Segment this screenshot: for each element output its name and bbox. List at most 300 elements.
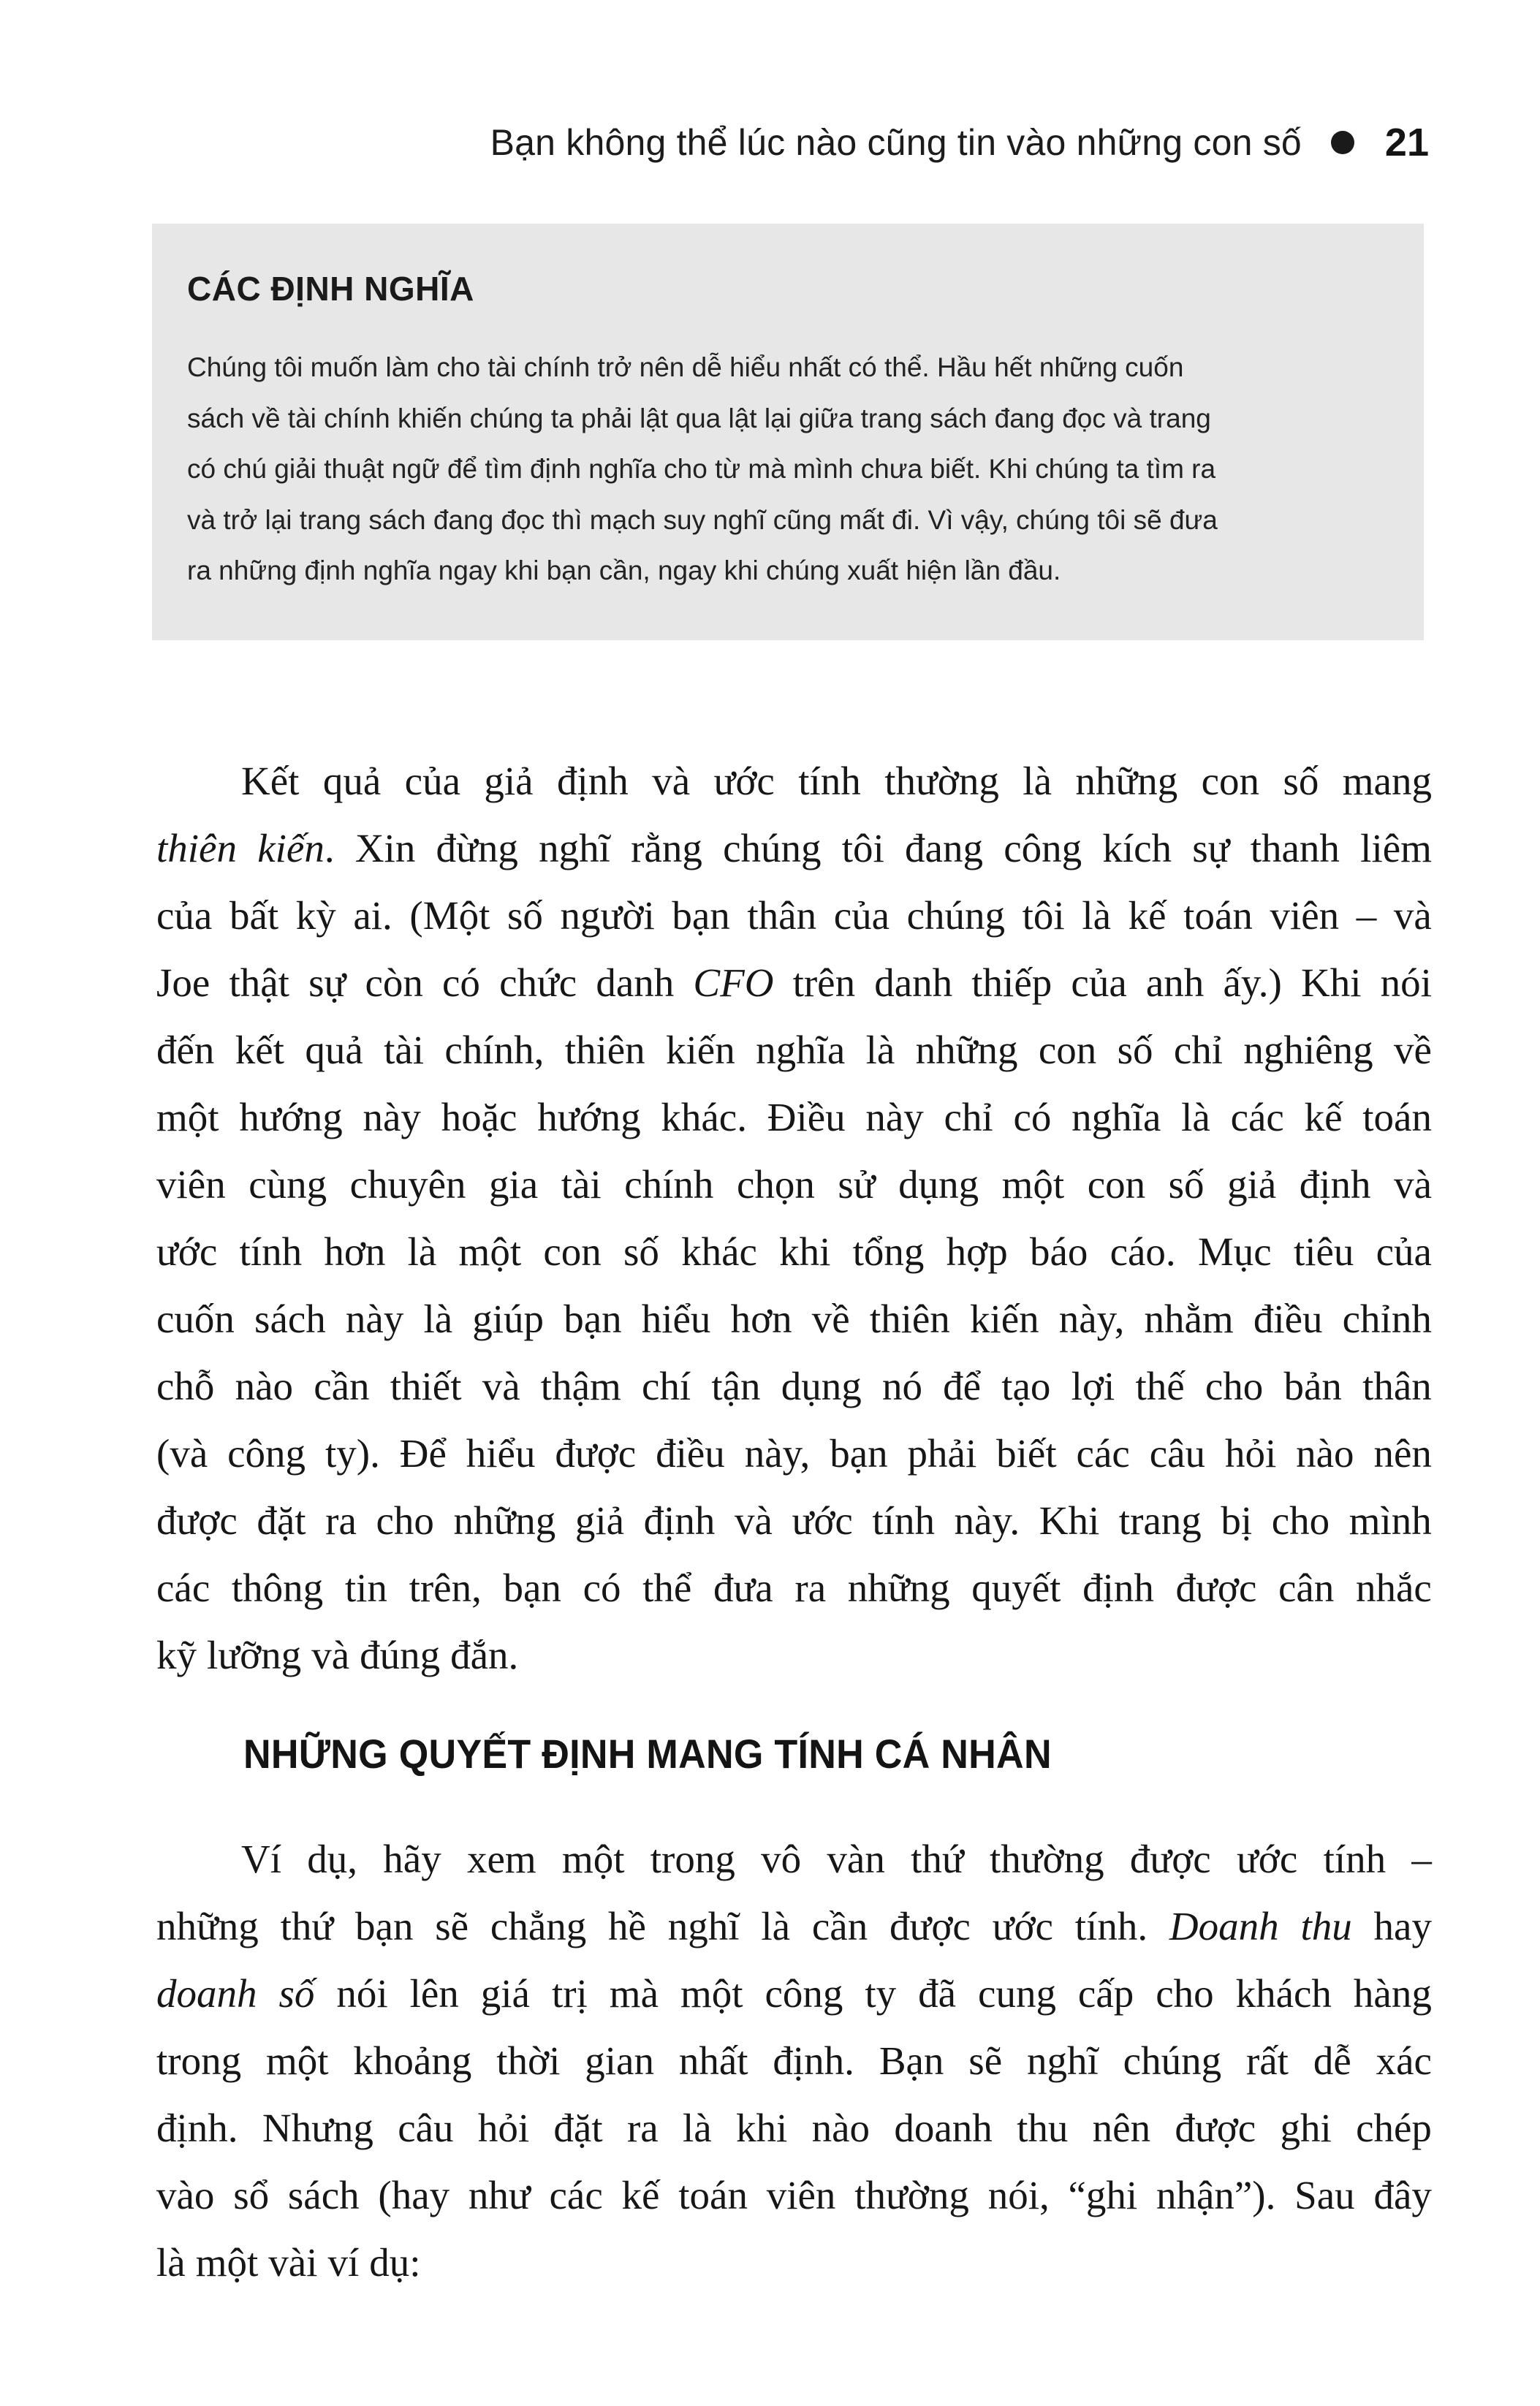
word: con <box>1201 759 1260 803</box>
word: hỏi <box>477 2106 530 2150</box>
word: của <box>404 759 460 803</box>
word: số <box>623 1229 659 1274</box>
text-line <box>156 748 1432 815</box>
word: phải <box>907 1431 977 1476</box>
word: chỉ <box>1173 1028 1224 1072</box>
word: một <box>265 2038 329 2083</box>
word: nói <box>336 1971 388 2016</box>
text-line <box>156 1218 1432 1286</box>
word: – <box>1411 1837 1432 1881</box>
word: thường <box>989 1837 1104 1881</box>
word: ra <box>626 2106 659 2150</box>
word: chính <box>624 1162 714 1207</box>
word: nào <box>235 1364 294 1408</box>
word: nói, <box>987 2173 1050 2217</box>
word: và <box>311 1633 350 1677</box>
word: nghĩa <box>756 1028 846 1072</box>
word: tận <box>711 1364 761 1408</box>
word: hoặc <box>441 1095 517 1139</box>
word: thể <box>642 1566 692 1610</box>
word: báo <box>1029 1229 1088 1274</box>
word: là <box>1023 759 1052 803</box>
word: tính <box>239 1229 303 1274</box>
word: thứ <box>280 1904 334 1948</box>
word: thế <box>1135 1364 1185 1408</box>
word: các <box>1076 1431 1130 1476</box>
word: là <box>682 2106 712 2150</box>
word: ai. <box>353 893 392 938</box>
word: liêm <box>1360 826 1432 870</box>
body-paragraph-2 <box>156 1826 1432 2296</box>
word: thu <box>1300 1904 1352 1948</box>
word: vào <box>156 2173 215 2217</box>
word: doanh <box>156 1971 257 2016</box>
word: nghĩ <box>667 1904 740 1948</box>
word: ghi <box>1280 2106 1332 2150</box>
word: hợp <box>946 1229 1008 1274</box>
word: chí <box>641 1364 691 1408</box>
word: câu <box>1149 1431 1206 1476</box>
text-line <box>156 1151 1432 1218</box>
word: giả <box>574 1498 625 1543</box>
word: đến <box>156 1028 215 1072</box>
word: chỉnh <box>1342 1297 1432 1341</box>
word: cho <box>376 1498 434 1543</box>
word: kích <box>1102 826 1172 870</box>
word: các <box>549 2173 603 2217</box>
word: các <box>156 1566 210 1610</box>
word: mang <box>1342 759 1432 803</box>
word: Doanh <box>1169 1904 1279 1948</box>
word: bị <box>1221 1498 1253 1543</box>
page-number: 21 <box>1384 121 1429 164</box>
word: cân <box>1278 1566 1335 1610</box>
word: sử <box>838 1162 876 1207</box>
word: CFO <box>693 960 774 1005</box>
word: người <box>560 893 655 938</box>
text-line <box>156 1555 1432 1622</box>
word: cùng <box>249 1162 327 1207</box>
word: (và <box>156 1431 208 1476</box>
word: một <box>1001 1162 1065 1207</box>
word: viên <box>766 2173 836 2217</box>
word: rất <box>1245 2038 1289 2083</box>
word: cáo. <box>1110 1229 1176 1274</box>
definition-line: sách về tài chính khiến chúng ta phải lật qua lật lại giữa trang sách đang đọc và trang <box>187 403 1211 433</box>
word: Để <box>399 1431 447 1476</box>
word: sách <box>254 1297 326 1341</box>
word: thường <box>884 759 999 803</box>
word: bạn <box>503 1566 561 1610</box>
word: ước <box>992 1904 1053 1948</box>
word: được <box>890 1904 971 1948</box>
word: bạn <box>672 893 730 938</box>
word: trang <box>1118 1498 1202 1543</box>
word: nói <box>1380 960 1432 1005</box>
text-line <box>156 882 1432 949</box>
word: là <box>1181 1095 1210 1139</box>
word: Điều <box>767 1095 846 1139</box>
word: con <box>1087 1162 1146 1207</box>
word: giả <box>484 759 534 803</box>
definition-sidebar <box>152 224 1424 640</box>
word: chọn <box>736 1162 815 1207</box>
word: tin <box>344 1566 387 1610</box>
word: thật <box>229 960 289 1005</box>
word: này <box>363 1095 421 1139</box>
word: quả <box>305 1028 363 1072</box>
word: là <box>407 1229 437 1274</box>
text-line <box>156 1960 1432 2027</box>
word: hơn <box>730 1297 792 1341</box>
word: Xin <box>354 826 416 870</box>
word: những <box>156 1904 259 1948</box>
word: nhằm <box>1144 1297 1234 1341</box>
word: tính. <box>1074 1904 1148 1948</box>
definition-line: Chúng tôi muốn làm cho tài chính trở nên dễ hiểu nhất có thể. Hầu hết những cuốn <box>187 352 1184 382</box>
word: khi <box>779 1229 831 1274</box>
word: của <box>156 893 213 938</box>
word: trên, <box>409 1566 482 1610</box>
word: được <box>555 1431 637 1476</box>
word: một <box>561 1837 625 1881</box>
word: về <box>811 1297 850 1341</box>
word: đã <box>918 1971 957 2016</box>
word: viên <box>1270 893 1340 938</box>
word: định <box>643 1498 716 1543</box>
word: ấy.) <box>1223 960 1282 1005</box>
word: định <box>1299 1162 1371 1207</box>
word: đúng <box>360 1633 441 1677</box>
word: định <box>557 759 629 803</box>
word: hãy <box>383 1837 441 1881</box>
word: thiếp <box>971 960 1052 1005</box>
text-line <box>156 1622 1432 1689</box>
word: Nhưng <box>262 2106 373 2150</box>
word: dụng <box>781 1364 862 1408</box>
word: hơn <box>324 1229 386 1274</box>
word: lợi <box>1071 1364 1115 1408</box>
text-line <box>156 2095 1432 2162</box>
word: số <box>278 1971 315 2016</box>
definition-line: và trở lại trang sách đang đọc thì mạch suy nghĩ cũng mất đi. Vì vậy, chúng tôi sẽ đưa <box>187 504 1218 535</box>
word: những <box>847 1566 950 1610</box>
word: kiến <box>666 1028 735 1072</box>
word: hề <box>608 1904 646 1948</box>
word: trong <box>156 2038 242 2083</box>
word: tính <box>872 1498 935 1543</box>
word: định. <box>156 2106 238 2150</box>
word: tài <box>561 1162 602 1207</box>
word: nghĩ <box>1027 2038 1099 2083</box>
text-line <box>156 815 1432 882</box>
word: lên <box>409 1971 459 2016</box>
word: sự <box>1192 826 1230 870</box>
word: một <box>195 2240 259 2285</box>
word: nào <box>811 2106 870 2150</box>
word: Sau <box>1294 2173 1355 2217</box>
word: Khi <box>1300 960 1362 1005</box>
word: nghiêng <box>1243 1028 1373 1072</box>
word: hướng <box>239 1095 343 1139</box>
word: ra <box>794 1566 827 1610</box>
text-line <box>156 1084 1432 1151</box>
word: đặt <box>257 1498 306 1543</box>
word: được <box>1175 1566 1257 1610</box>
word: quả <box>322 759 382 803</box>
text-line <box>156 2027 1432 2095</box>
word: tạo <box>1001 1364 1051 1408</box>
word: sẽ <box>435 1904 469 1948</box>
word: những <box>915 1028 1018 1072</box>
word: đặt <box>553 2106 603 2150</box>
word: bạn <box>830 1431 888 1476</box>
word: xác <box>1376 2038 1432 2083</box>
word: nhắc <box>1356 1566 1432 1610</box>
word: có <box>1013 1095 1052 1139</box>
word: cần <box>314 1364 370 1408</box>
word: là <box>865 1028 895 1072</box>
word: để <box>943 1364 982 1408</box>
word: chúng <box>1123 2038 1222 2083</box>
word: số <box>1117 1028 1153 1072</box>
text-line <box>156 1353 1432 1420</box>
text-line <box>156 2162 1432 2229</box>
word: là <box>1082 893 1112 938</box>
word: còn <box>365 960 423 1005</box>
text-line <box>156 1420 1432 1487</box>
word: công <box>227 1431 306 1476</box>
word: con <box>543 1229 602 1274</box>
word: sổ <box>233 2173 270 2217</box>
running-title: Bạn không thể lúc nào cũng tin vào những con số <box>490 122 1302 163</box>
word: vài <box>268 2240 318 2285</box>
word: (hay <box>378 2173 450 2217</box>
word: là <box>156 2240 186 2285</box>
word: được <box>1129 1837 1211 1881</box>
word: dễ <box>1313 2038 1351 2083</box>
word: chỉ <box>944 1095 993 1139</box>
word: đắn. <box>450 1633 519 1677</box>
word: nó <box>881 1364 922 1408</box>
word: hay <box>1373 1904 1432 1948</box>
word: bất <box>229 893 279 938</box>
word: danh <box>596 960 675 1005</box>
word: nghĩ <box>539 826 610 870</box>
word: khoảng <box>353 2038 472 2083</box>
word: sách <box>287 2173 360 2217</box>
text-line <box>156 1826 1432 1893</box>
bullet-dot-icon <box>1331 131 1354 154</box>
word: các <box>1230 1095 1284 1139</box>
text-line <box>156 1017 1432 1084</box>
section-heading: NHỮNG QUYẾT ĐỊNH MANG TÍNH CÁ NHÂN <box>243 1731 1052 1777</box>
word: gia <box>489 1162 539 1207</box>
word: cung <box>978 1971 1056 2016</box>
word: câu <box>398 2106 454 2150</box>
text-line <box>156 1893 1432 1960</box>
word: toán <box>678 2173 748 2217</box>
word: thân <box>1362 1364 1432 1408</box>
word: khách <box>1235 1971 1332 2016</box>
definition-heading: CÁC ĐỊNH NGHĨA <box>187 270 474 308</box>
word: khi <box>736 2106 788 2150</box>
word: thiết <box>390 1364 462 1408</box>
word: trong <box>650 1837 735 1881</box>
word: kế <box>621 2173 660 2217</box>
word: ước <box>792 1498 853 1543</box>
word: hỏi <box>1224 1431 1277 1476</box>
word: cho <box>1205 1364 1264 1408</box>
word: có <box>583 1566 621 1610</box>
text-line <box>156 1286 1432 1353</box>
word: mình <box>1349 1498 1432 1543</box>
word: kỳ <box>295 893 336 938</box>
word: chỗ <box>156 1364 215 1408</box>
word: ra <box>325 1498 357 1543</box>
word: thông <box>231 1566 324 1610</box>
word: chép <box>1356 2106 1432 2150</box>
word: này <box>865 1095 924 1139</box>
word: là <box>423 1297 453 1341</box>
word: lưỡng <box>207 1633 302 1677</box>
word: và <box>1393 893 1432 938</box>
word: đây <box>1373 2173 1432 2217</box>
word: tôi <box>841 826 884 870</box>
word: ty). <box>325 1431 380 1476</box>
word: một <box>458 1229 522 1274</box>
word: Kết <box>241 759 300 803</box>
word: gian <box>585 2038 654 2083</box>
word: quyết <box>971 1566 1061 1610</box>
word: tôi <box>1022 893 1065 938</box>
word: dụ: <box>369 2240 421 2285</box>
word: toán <box>1183 893 1253 938</box>
word: chẳng <box>490 1904 587 1948</box>
word: anh <box>1145 960 1205 1005</box>
word: như <box>468 2173 531 2217</box>
word: toán <box>1362 1095 1432 1139</box>
word: có <box>442 960 480 1005</box>
word: của <box>833 893 890 938</box>
word: này. <box>954 1498 1020 1543</box>
word: công <box>765 1971 843 2016</box>
word: danh <box>874 960 953 1005</box>
word: thậm <box>540 1364 621 1408</box>
word: viên <box>156 1162 226 1207</box>
word: thiên <box>156 826 237 870</box>
text-line <box>156 1487 1432 1555</box>
word: điều <box>656 1431 725 1476</box>
word: hướng <box>537 1095 641 1139</box>
word: cho <box>1156 1971 1214 2016</box>
word: kế <box>1128 893 1167 938</box>
word: ước <box>156 1229 218 1274</box>
word: nên <box>1373 1431 1432 1476</box>
word: và <box>482 1364 520 1408</box>
word: cần <box>811 1904 868 1948</box>
word: vô <box>761 1837 802 1881</box>
word: bạn <box>355 1904 414 1948</box>
word: tài <box>384 1028 425 1072</box>
word: kế <box>1304 1095 1343 1139</box>
word: cuốn <box>156 1297 235 1341</box>
word: xem <box>466 1837 536 1881</box>
word: chính, <box>444 1028 545 1072</box>
word: và <box>652 759 691 803</box>
word: nhận”). <box>1156 2173 1276 2217</box>
word: con <box>1038 1028 1097 1072</box>
word: trị <box>551 1971 588 2016</box>
word: này <box>345 1297 404 1341</box>
word: hiểu <box>466 1431 536 1476</box>
word: một <box>680 1971 743 2016</box>
word: giúp <box>472 1297 545 1341</box>
word: rằng <box>631 826 702 870</box>
word: tiêu <box>1293 1229 1354 1274</box>
word: định. <box>773 2038 854 2083</box>
word: nhất <box>678 2038 748 2083</box>
text-line <box>156 2229 1432 2296</box>
word: tổng <box>852 1229 925 1274</box>
word: giá <box>480 1971 530 2016</box>
word: của <box>1376 1229 1432 1274</box>
word: ví <box>327 2240 360 2285</box>
word: giả <box>1227 1162 1277 1207</box>
word: sẽ <box>968 2038 1003 2083</box>
word: biết <box>996 1431 1057 1476</box>
word: thường <box>854 2173 969 2217</box>
word: chúng <box>723 826 822 870</box>
word: hiểu <box>641 1297 711 1341</box>
word: nghĩa <box>1071 1095 1161 1139</box>
word: cấp <box>1077 1971 1134 2016</box>
word: định <box>1082 1566 1154 1610</box>
word: đừng <box>436 826 518 870</box>
word: số <box>507 893 543 938</box>
word: số <box>1283 759 1319 803</box>
word: và <box>1394 1162 1432 1207</box>
word: một <box>156 1095 219 1139</box>
body-paragraph-1 <box>156 748 1432 1689</box>
word: đang <box>905 826 983 870</box>
word: thứ <box>911 1837 964 1881</box>
word: kiến <box>969 1297 1039 1341</box>
word: Khi <box>1039 1498 1100 1543</box>
word: và <box>735 1498 773 1543</box>
word: là <box>761 1904 791 1948</box>
word: khác <box>681 1229 757 1274</box>
word: những <box>1075 759 1178 803</box>
word: Ví <box>241 1837 281 1881</box>
word: chức <box>499 960 577 1005</box>
word: dụng <box>898 1162 979 1207</box>
text-line <box>156 949 1432 1017</box>
word: doanh <box>894 2106 993 2150</box>
word: đưa <box>713 1566 773 1610</box>
word: về <box>1393 1028 1432 1072</box>
word: nào <box>1296 1431 1354 1476</box>
word: công <box>1004 826 1082 870</box>
word: thiên <box>869 1297 950 1341</box>
word: của <box>1071 960 1127 1005</box>
word: vàn <box>827 1837 885 1881</box>
word: ước <box>1236 1837 1298 1881</box>
word: bản <box>1283 1364 1342 1408</box>
word: kỹ <box>156 1633 197 1677</box>
word: ước <box>713 759 775 803</box>
word: “ghi <box>1068 2173 1138 2217</box>
